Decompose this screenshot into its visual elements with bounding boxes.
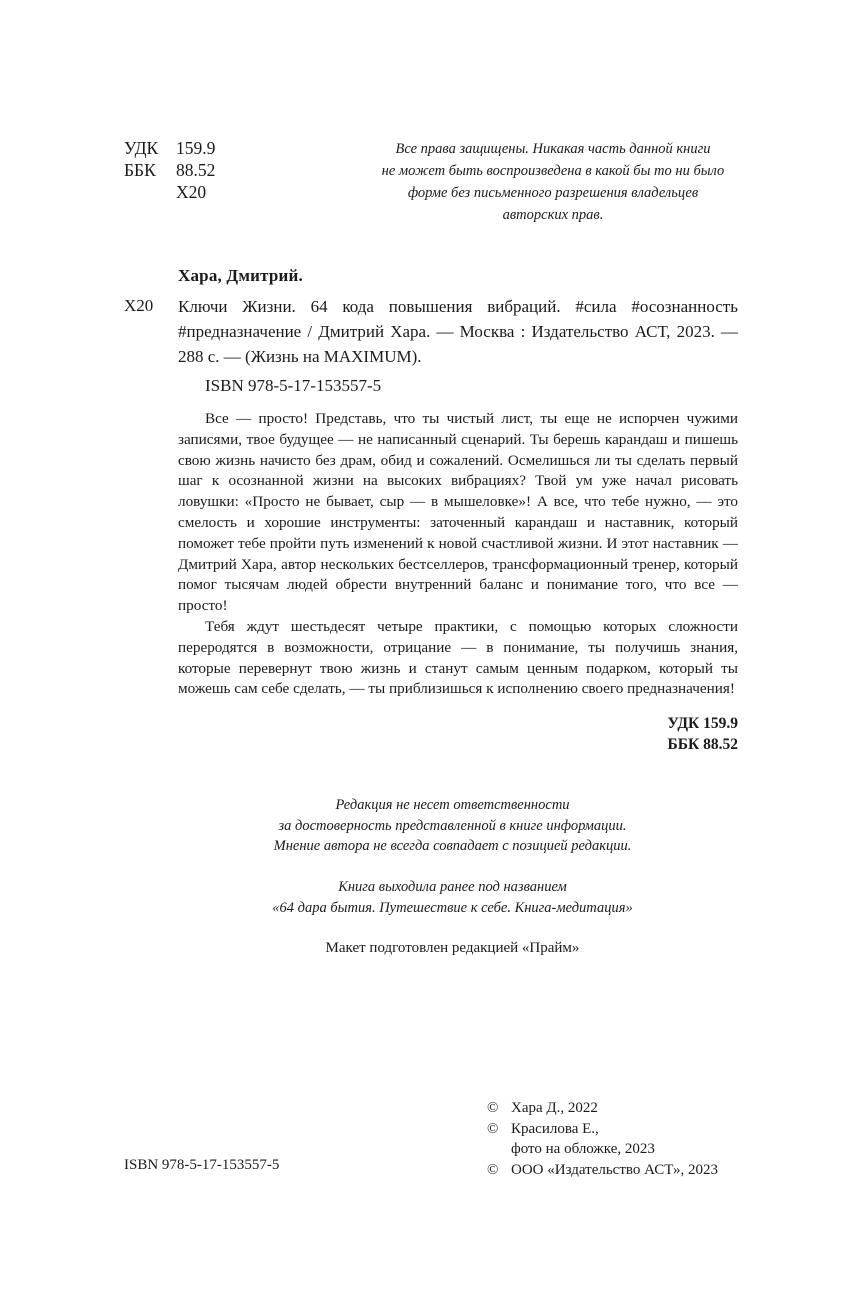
copyright-text: ООО «Издательство АСТ», 2023 [511, 1161, 718, 1178]
copyright-text: фото на обложке, 2023 [511, 1141, 655, 1157]
bbk-row [124, 159, 215, 181]
copyright-icon: © [487, 1161, 499, 1178]
copyright-icon: © [487, 1120, 499, 1137]
udk-value: 159.9 [176, 138, 216, 158]
previous-title-line: «64 дара бытия. Путешествие к себе. Книга-медитация» [272, 899, 633, 916]
author-mark: Х20 [176, 182, 207, 202]
udk-label: УДК [124, 138, 159, 158]
copyright-entry [487, 1119, 718, 1140]
index-codes [668, 713, 738, 755]
author-mark-row [124, 181, 215, 203]
disclaimer-line: за достоверность представленной в книге информации. [278, 817, 627, 834]
copyright-text: Хара Д., 2022 [511, 1100, 598, 1116]
copyright-entry [487, 1098, 718, 1119]
copyright-block [487, 1098, 718, 1180]
udk-row [124, 137, 215, 159]
copyright-icon: © [487, 1100, 499, 1116]
rights-line: Все права защищены. Никакая часть данной книги [395, 141, 711, 157]
classification-block [124, 137, 215, 203]
rights-line: не может быть воспроизведена в какой бы то ни было [381, 163, 725, 179]
annotation-paragraph: Тебя ждут шестьдесят четыре практики, с помощью которых сложности переродятся в возможности, отрицание — в понимание, ты получишь знания, которые перевернут твою жизнь и станут самым ценным подарком, который ты можешь сам себе сделать, — ты приблизишься к исполнению своего предназначения! [178, 617, 738, 698]
card-code: Х20 [124, 296, 154, 315]
disclaimer-line: Редакция не несет ответственности [335, 797, 570, 813]
previous-title-line: Книга выходила ранее под названием [338, 879, 567, 895]
author-heading: Хара, Дмитрий. [178, 266, 303, 285]
editorial-disclaimer [0, 795, 845, 857]
annotation [178, 409, 738, 700]
rights-line: авторских прав. [502, 207, 604, 223]
copyright-entry-continued [487, 1139, 718, 1160]
bib-text: Ключи Жизни. 64 кода повышения вибраций. #сила #осознанность #предназначение / Дмитрий Хара. — Москва : Издательство АСТ, 2023. — 288 с. — (Жизнь на MAXIMUM). [178, 297, 738, 366]
annotation-paragraph: Все — просто! Представь, что ты чистый лист, ты еще не испорчен чужими записями, твое будущее — не написанный сценарий. Ты берешь карандаш и пишешь свою жизнь начисто без драм, обид и сожалений. Осмелишься ли ты сделать первый шаг к осознанной жизни на высоких вибрациях? Твой ум уже начал рисовать ловушки: «Просто не бывает, сыр — в мышеловке»! А все, что тебе нужно, — это смелость и хорошие инструменты: заточенный карандаш и наставник, который поможет тебе пройти путь изменений к новой счастливой жизни. И этот наставник — Дмитрий Хара, автор нескольких бестселлеров, трансформационный тренер, который помог тысячам людей обрести внутренний баланс и понимание того, что все — просто! [178, 410, 738, 615]
rights-notice [364, 138, 742, 226]
index-udk: УДК 159.9 [667, 715, 738, 732]
copyright-text: Красилова Е., [511, 1120, 599, 1137]
disclaimer-line: Мнение автора не всегда совпадает с позицией редакции. [273, 838, 632, 854]
copyright-entry [487, 1160, 718, 1181]
bbk-value: 88.52 [176, 160, 216, 180]
isbn-catalog: ISBN 978-5-17-153557-5 [205, 376, 382, 395]
layout-credit: Макет подготовлен редакцией «Прайм» [325, 940, 580, 956]
rights-line: форме без письменного разрешения владельцев [407, 185, 699, 201]
bibliographic-description [178, 294, 738, 369]
bbk-label: ББК [124, 160, 156, 180]
previous-title-note [0, 877, 845, 918]
isbn-bottom: ISBN 978-5-17-153557-5 [124, 1157, 280, 1173]
index-bbk: ББК 88.52 [667, 736, 738, 753]
